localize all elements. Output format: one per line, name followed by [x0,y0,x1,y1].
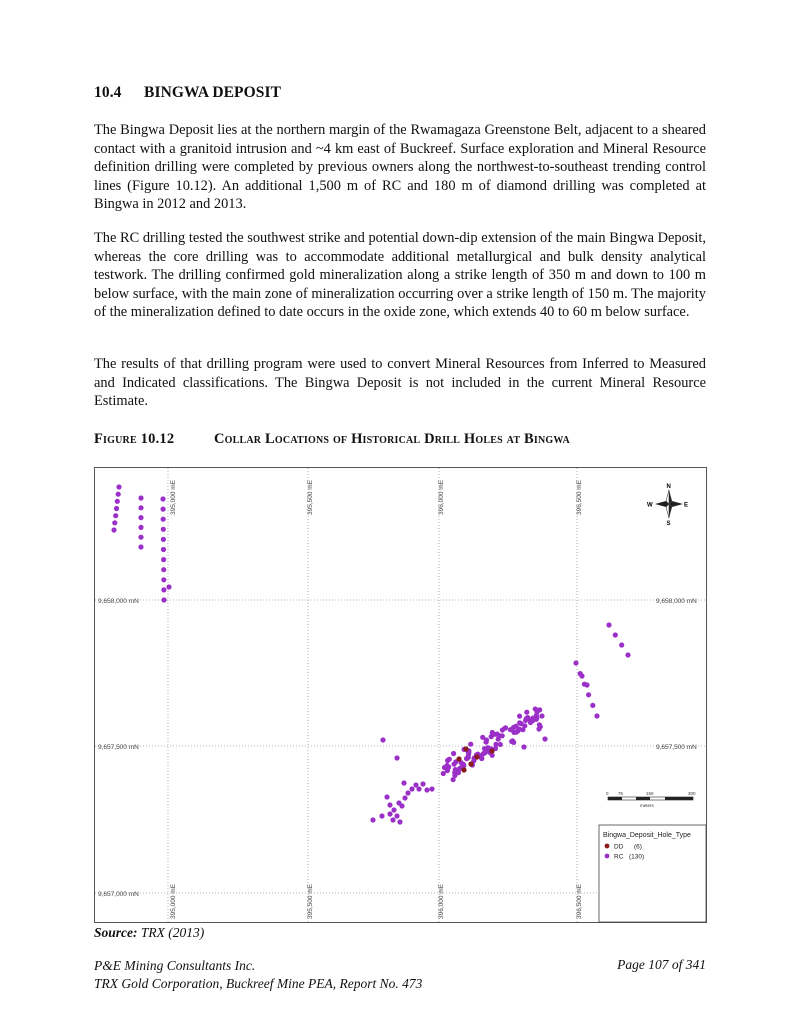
northing-label-left: 9,657,500 mN [98,744,139,751]
rc-collar-marker [161,567,166,572]
rc-collar-marker [161,507,166,512]
rc-collar-marker [394,755,399,760]
legend-label-rc: RC [614,853,624,861]
rc-collar-marker [451,751,456,756]
rc-collar-marker [517,714,522,719]
rc-collar-marker [112,520,117,525]
rc-collar-marker [161,537,166,542]
rc-collar-marker [539,713,544,718]
rc-collar-marker [502,726,507,731]
rc-collar-marker [490,730,495,735]
rc-collar-marker [116,484,121,489]
legend-count-rc: (130) [629,853,645,861]
dd-collar-marker [456,756,461,761]
rc-collar-marker [396,800,401,805]
rc-collar-marker [387,802,392,807]
rc-collar-marker [573,660,578,665]
northing-label-left: 9,658,000 mN [98,598,139,605]
compass-south: S [666,521,671,527]
dd-collar-marker [461,767,466,772]
rc-collar-marker [138,515,143,520]
rc-collar-marker [161,577,166,582]
footer-company: P&E Mining Consultants Inc. [94,958,256,973]
rc-collar-marker [533,706,538,711]
rc-collar-marker [493,742,498,747]
rc-collar-marker [579,673,584,678]
legend-swatch-rc [605,854,610,859]
scale-tick: 150 [646,791,654,796]
rc-collar-marker [420,781,425,786]
rc-collar-marker [111,527,116,532]
section-title: BINGWA DEPOSIT [144,84,282,101]
figure-source [94,925,204,941]
rc-collar-marker [161,557,166,562]
section-number: 10.4 [94,84,122,101]
easting-label-top: 396,500 mE [576,479,583,515]
footer-report: TRX Gold Corporation, Buckreef Mine PEA, Report No. 473 [94,976,423,991]
rc-collar-marker [391,807,396,812]
rc-collar-marker [405,790,410,795]
rc-collar-marker [496,737,501,742]
rc-collar-marker [390,817,395,822]
rc-collar-marker [528,720,533,725]
rc-collar-marker [521,744,526,749]
northing-label-left: 9,657,000 mN [98,891,139,898]
rc-collar-marker [379,813,384,818]
legend-title: Bingwa_Deposit_Hole_Type [603,832,691,839]
rc-collar-marker [594,713,599,718]
rc-collar-marker [523,718,528,723]
rc-collar-marker [445,763,450,768]
rc-collar-marker [384,794,389,799]
paragraph-intro: The Bingwa Deposit lies at the northern margin of the Rwamagaza Greenstone Belt, adjacent to a sheared contact with a granitoid intrusion and ~4 km east of Buckreef. Surface exploration and Mineral Resource definition drilling were completed by previous owners along the northwest-to-southeast trending control lines (Figure 10.12). An additional 1,500 m of RC and 180 m of diamond drilling was completed at Bingwa in 2012 and 2013. [94,122,706,212]
source-label: Source: [94,925,138,940]
rc-collar-marker [511,725,516,730]
rc-collar-marker [452,762,457,767]
compass-north: N [666,484,671,490]
figure-caption [94,431,570,448]
rc-collar-marker [161,527,166,532]
rc-collar-marker [452,770,457,775]
rc-collar-marker [590,703,595,708]
rc-collar-marker [542,736,547,741]
scale-tick: 0 [606,791,609,796]
rc-collar-marker [606,622,611,627]
rc-collar-marker [536,726,541,731]
dd-collar-marker [474,754,479,759]
rc-collar-marker [402,795,407,800]
figure-number: Figure 10.12 [94,431,175,447]
rc-collar-marker [485,745,490,750]
rc-collar-marker [138,525,143,530]
rc-collar-marker [516,726,521,731]
drill-collar-map [94,467,707,923]
legend-label-dd: DD [614,843,624,851]
rc-collar-marker [537,707,542,712]
paragraph-drilling: The RC drilling tested the southwest strike and potential down-dip extension of the main Bingwa Deposit, whereas the core drilling was to accommodate additional metallurgical and bulk density analytical testwork. The drilling confirmed gold mineralization along a strike length of 350 m and down to 100 m below surface, with the main zone of mineralization occurring over a strike length of 150 m. The majority of the mineralization defined to date occurs in the oxide zone, which extends 40 to 60 m below surface. [94,230,706,320]
rc-collar-marker [115,499,120,504]
easting-label-top: 395,500 mE [307,479,314,515]
rc-collar-marker [380,737,385,742]
rc-collar-marker [584,682,589,687]
scale-tick: 300 [688,791,696,796]
rc-collar-marker [586,692,591,697]
figure-title: Collar Locations of Historical Drill Holes at Bingwa [214,431,570,447]
rc-collar-marker [138,544,143,549]
dd-collar-marker [468,761,473,766]
easting-label-bottom: 396,000 mE [438,883,445,919]
rc-collar-marker [429,786,434,791]
rc-collar-marker [138,505,143,510]
rc-collar-marker [113,513,118,518]
rc-collar-marker [464,756,469,761]
rc-collar-marker [138,495,143,500]
rc-collar-marker [138,535,143,540]
easting-label-bottom: 395,500 mE [307,883,314,919]
rc-collar-marker [370,817,375,822]
compass-east: E [684,502,689,509]
rc-collar-marker [511,740,516,745]
northing-label-right: 9,658,000 mN [656,598,697,605]
rc-collar-marker [479,756,484,761]
rc-collar-marker [625,652,630,657]
rc-collar-marker [522,723,527,728]
rc-collar-marker [447,757,452,762]
compass-west: W [647,502,653,509]
northing-label-right: 9,657,500 mN [656,744,697,751]
rc-collar-marker [483,739,488,744]
rc-collar-marker [397,819,402,824]
scale-tick: 75 [618,791,624,796]
rc-collar-marker [401,780,406,785]
rc-collar-marker [161,517,166,522]
rc-collar-marker [524,710,529,715]
rc-collar-marker [161,587,166,592]
easting-label-bottom: 396,500 mE [576,883,583,919]
rc-collar-marker [160,496,165,501]
rc-collar-marker [161,597,166,602]
dd-collar-marker [489,748,494,753]
rc-collar-marker [619,642,624,647]
paragraph-results: The results of that drilling program were used to convert Mineral Resources from Inferred to Measured and Indicated classifications. The Bingwa Deposit is not included in the current Mineral Resource Estimate. [94,356,706,409]
rc-collar-marker [387,811,392,816]
easting-label-top: 395,000 mE [170,479,177,515]
rc-collar-marker [424,787,429,792]
rc-collar-marker [613,632,618,637]
easting-label-bottom: 395,000 mE [170,883,177,919]
rc-collar-marker [468,742,473,747]
map-legend [599,825,706,922]
section-heading [94,84,281,102]
rc-collar-marker [534,717,539,722]
rc-collar-marker [116,492,121,497]
rc-collar-marker [511,730,516,735]
rc-collar-marker [166,584,171,589]
page-number: Page 107 of 341 [617,957,706,972]
scale-unit: meters [640,803,654,808]
rc-collar-marker [416,786,421,791]
legend-swatch-dd [605,844,610,849]
rc-collar-marker [114,506,119,511]
source-text: TRX (2013) [140,925,205,940]
rc-collar-marker [161,547,166,552]
footer-left [94,957,422,993]
dd-collar-marker [463,746,468,751]
rc-collar-marker [409,786,414,791]
legend-count-dd: (6) [634,843,642,851]
easting-label-top: 396,000 mE [438,479,445,515]
rc-collar-marker [394,813,399,818]
